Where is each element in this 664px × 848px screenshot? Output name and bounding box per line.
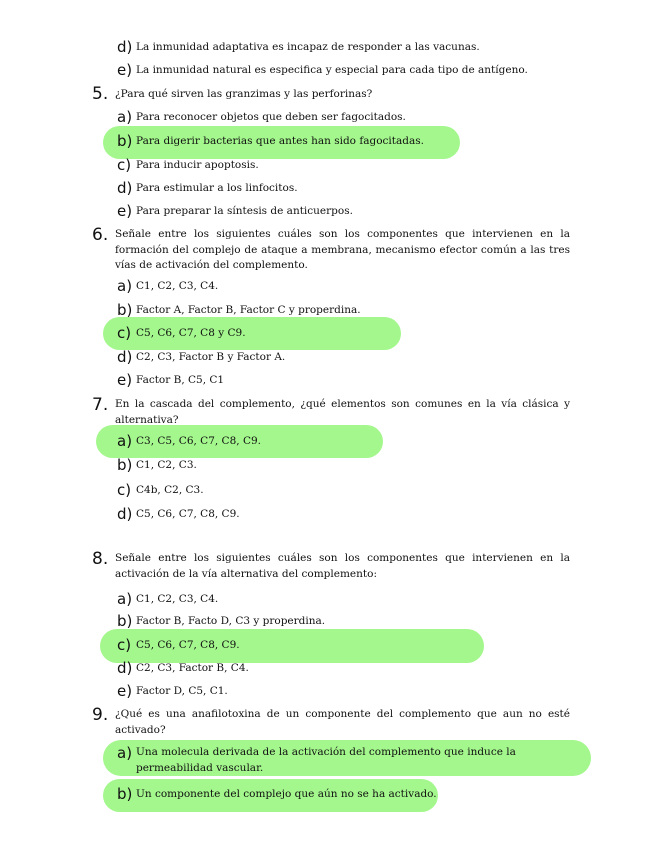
question-number: 6. — [92, 225, 109, 245]
option-letter: b) — [117, 132, 133, 150]
option-letter: e) — [117, 682, 133, 700]
option-text: Para preparar la síntesis de anticuerpos. — [136, 205, 353, 217]
option-letter: d) — [117, 505, 133, 523]
option-text: C1, C2, C3, C4. — [136, 280, 219, 292]
option-letter: c) — [117, 636, 132, 654]
option-letter: b) — [117, 456, 133, 474]
option-text: C4b, C2, C3. — [136, 484, 204, 496]
option-text: Para digerir bacterias que antes han sido fagocitadas. — [136, 135, 424, 147]
question-text: Señale entre los siguientes cuáles son los componentes que intervienen en la formación del complejo de ataque a membrana, mecanismo efector común a las tres vías de activación del complemento. — [115, 228, 570, 271]
option-letter: a) — [117, 277, 133, 295]
option-text: Factor D, C5, C1. — [136, 685, 228, 697]
option-text: Factor A, Factor B, Factor C y properdina. — [136, 304, 361, 316]
option-letter: a) — [117, 590, 133, 608]
option-letter: d) — [117, 38, 133, 56]
option-letter: a) — [117, 744, 133, 762]
option-letter: d) — [117, 348, 133, 366]
option-letter: c) — [117, 324, 132, 342]
option-text: Una molecula derivada de la activación del complemento que induce la permeabilidad vascular. — [136, 746, 516, 774]
option-letter: a) — [117, 432, 133, 450]
option-letter: e) — [117, 202, 133, 220]
option-text: Para inducir apoptosis. — [136, 159, 259, 171]
option-text: Factor B, Facto D, C3 y properdina. — [136, 615, 326, 627]
question-number: 5. — [92, 84, 109, 104]
option-letter: b) — [117, 612, 133, 630]
option-text: C1, C2, C3. — [136, 459, 197, 471]
option-text: C2, C3, Factor B, C4. — [136, 662, 249, 674]
option-letter: a) — [117, 108, 133, 126]
question-number: 7. — [92, 395, 109, 415]
option-text: Para estimular a los linfocitos. — [136, 182, 298, 194]
option-letter: d) — [117, 659, 133, 677]
option-text: C5, C6, C7, C8 y C9. — [136, 327, 246, 339]
question-text: ¿Para qué sirven las granzimas y las perforinas? — [115, 88, 373, 100]
option-letter: d) — [117, 179, 133, 197]
option-text: C1, C2, C3, C4. — [136, 593, 219, 605]
option-text: C5, C6, C7, C8, C9. — [136, 508, 240, 520]
option-text: La inmunidad natural es especifica y especial para cada tipo de antígeno. — [136, 64, 528, 76]
option-text: C3, C5, C6, C7, C8, C9. — [136, 435, 262, 447]
option-text: C5, C6, C7, C8, C9. — [136, 639, 240, 651]
option-text: Un componente del complejo que aún no se ha activado. — [136, 788, 437, 800]
question-text: Señale entre los siguientes cuáles son los componentes que intervienen en la activación de la vía alternativa del complemento: — [115, 552, 570, 580]
option-letter: e) — [117, 371, 133, 389]
option-letter: b) — [117, 785, 133, 803]
option-letter: c) — [117, 156, 132, 174]
question-text: ¿Qué es una anafilotoxina de un componente del complemento que aun no esté activado? — [115, 708, 570, 736]
option-text: C2, C3, Factor B y Factor A. — [136, 351, 286, 363]
option-text: Factor B, C5, C1 — [136, 374, 225, 386]
option-text: La inmunidad adaptativa es incapaz de responder a las vacunas. — [136, 41, 480, 53]
option-letter: c) — [117, 481, 132, 499]
option-letter: e) — [117, 61, 133, 79]
option-letter: b) — [117, 301, 133, 319]
option-text: Para reconocer objetos que deben ser fagocitados. — [136, 111, 406, 123]
question-text: En la cascada del complemento, ¿qué elementos son comunes en la vía clásica y alternativa? — [115, 398, 570, 426]
question-number: 9. — [92, 705, 109, 725]
question-number: 8. — [92, 549, 109, 569]
